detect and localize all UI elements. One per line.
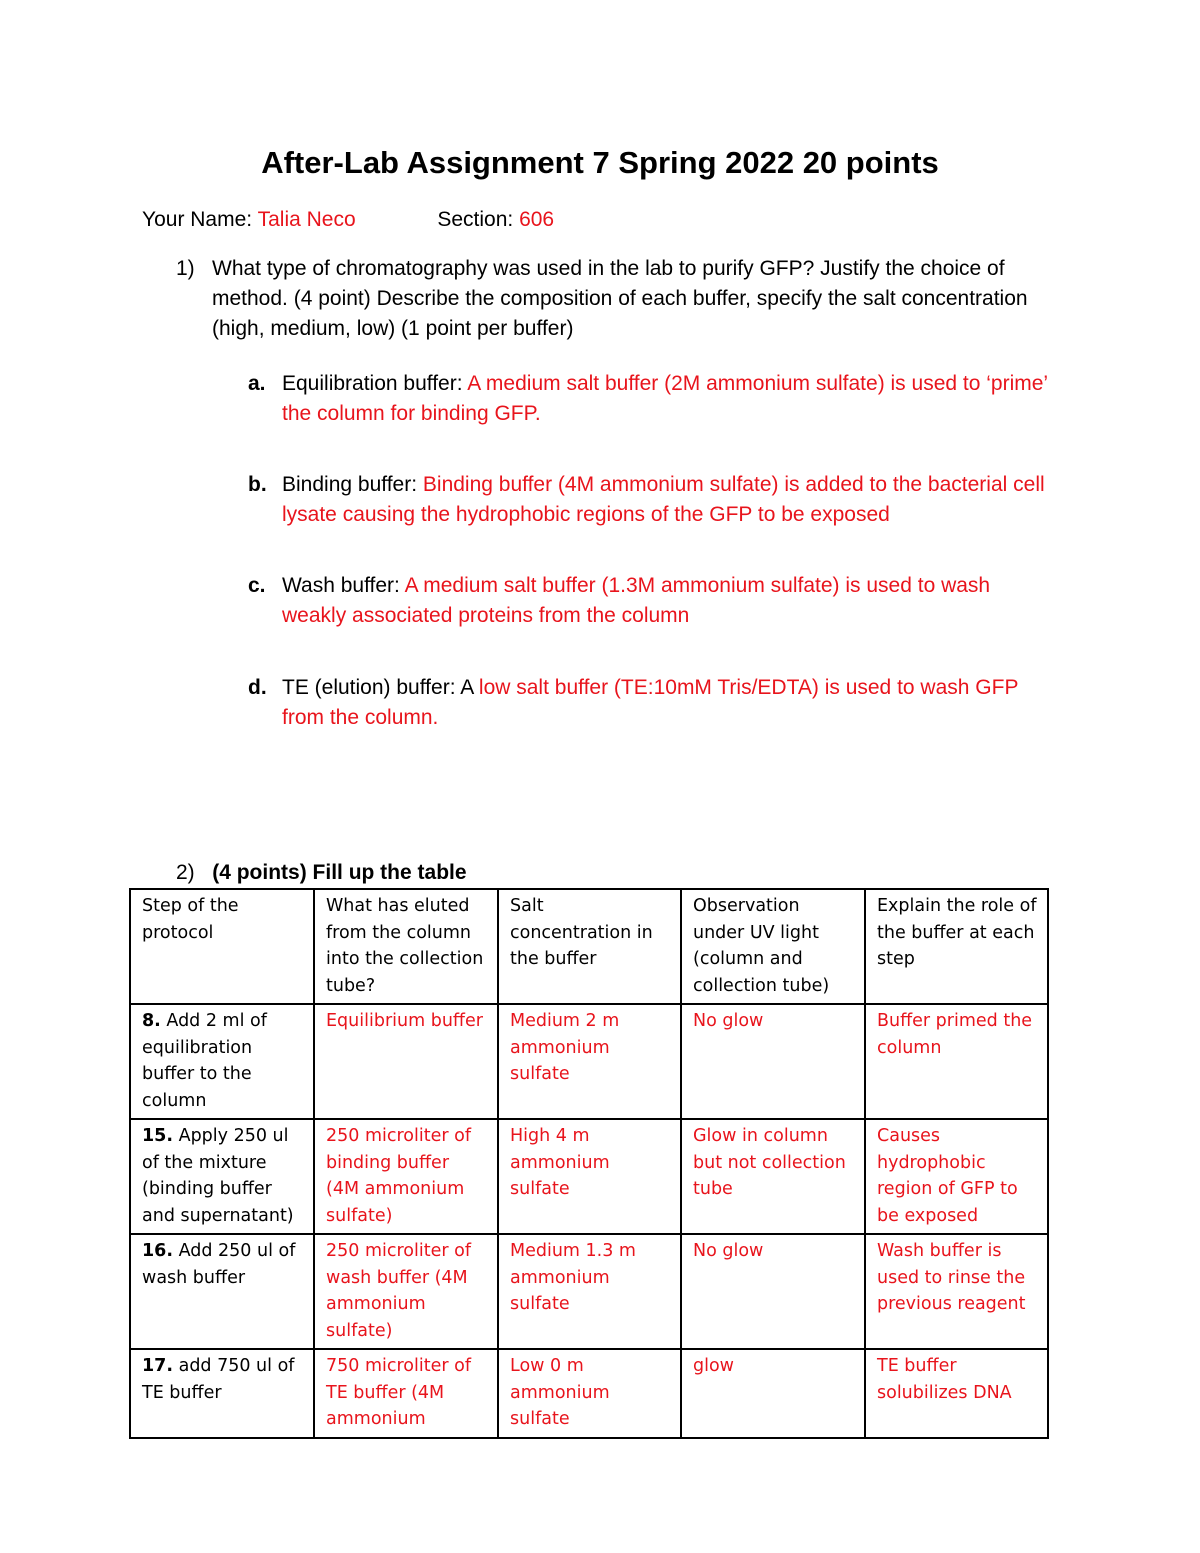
page-title: After-Lab Assignment 7 Spring 2022 20 points — [261, 145, 939, 180]
table-header-row — [130, 889, 1048, 1004]
question-1-number: 1) — [176, 257, 195, 280]
item-label: Equilibration buffer: — [282, 372, 463, 395]
item-letter: d. — [248, 676, 267, 699]
eluted-cell: 250 microliter of binding buffer (4M ammonium sulfate) — [314, 1119, 498, 1234]
eluted-cell: Equilibrium buffer — [314, 1004, 498, 1119]
eluted-cell: 250 microliter of wash buffer (4M ammonium sulfate) — [314, 1234, 498, 1349]
role-cell: Causes hydrophobic region of GFP to be exposed — [865, 1119, 1048, 1234]
header-role: Explain the role of the buffer at each step — [865, 889, 1048, 1004]
step-cell — [130, 1119, 314, 1234]
step-cell — [130, 1349, 314, 1438]
question-1-text: What type of chromatography was used in the lab to purify GFP? Justify the choice of method. (4 point) Describe the composition of each buffer, specify the salt concentration (high, medium, low) (1 point per buffer) — [212, 257, 1028, 340]
item-label: Binding buffer: — [282, 473, 418, 496]
header-salt: Salt concentration in the buffer — [498, 889, 681, 1004]
step-text: Add 250 ul of wash buffer — [142, 1241, 296, 1288]
protocol-table — [129, 888, 1049, 1439]
answer-item-d — [248, 673, 1048, 733]
student-info-line — [142, 208, 554, 232]
table-row — [130, 1119, 1048, 1234]
item-letter: b. — [248, 473, 267, 496]
step-cell — [130, 1234, 314, 1349]
salt-cell: Medium 1.3 m ammonium sulfate — [498, 1234, 681, 1349]
question-2-text: (4 points) Fill up the table — [212, 861, 467, 884]
question-2-number: 2) — [176, 861, 195, 884]
item-answer: low salt buffer (TE:10mM Tris/EDTA) is used to wash GFP from the column. — [282, 676, 1019, 729]
question-1 — [176, 254, 1076, 344]
role-cell: TE buffer solubilizes DNA — [865, 1349, 1048, 1438]
header-eluted: What has eluted from the column into the collection tube? — [314, 889, 498, 1004]
item-answer: Binding buffer (4M ammonium sulfate) is added to the bacterial cell lysate causing the hydrophobic regions of the GFP to be exposed — [282, 473, 1045, 526]
item-label: Wash buffer: — [282, 574, 400, 597]
question-2 — [176, 861, 467, 885]
header-observation: Observation under UV light (column and collection tube) — [681, 889, 865, 1004]
table-row — [130, 1349, 1048, 1438]
item-letter: c. — [248, 574, 266, 597]
step-number: 15. — [142, 1126, 174, 1146]
step-text: add 750 ul of TE buffer — [142, 1356, 295, 1403]
item-label: TE (elution) buffer: A — [282, 676, 474, 699]
answer-item-a — [248, 369, 1048, 429]
observation-cell: glow — [681, 1349, 865, 1438]
role-cell: Wash buffer is used to rinse the previous reagent — [865, 1234, 1048, 1349]
role-cell: Buffer primed the column — [865, 1004, 1048, 1119]
salt-cell: Low 0 m ammonium sulfate — [498, 1349, 681, 1438]
salt-cell: Medium 2 m ammonium sulfate — [498, 1004, 681, 1119]
step-number: 16. — [142, 1241, 174, 1261]
observation-cell: No glow — [681, 1004, 865, 1119]
step-text: Apply 250 ul of the mixture (binding buffer and supernatant) — [142, 1126, 294, 1226]
salt-cell: High 4 m ammonium sulfate — [498, 1119, 681, 1234]
step-number: 8. — [142, 1011, 161, 1031]
step-text: Add 2 ml of equilibration buffer to the column — [142, 1011, 267, 1111]
section-label: Section: — [437, 208, 514, 231]
answer-item-c — [248, 571, 1048, 631]
answer-item-b — [248, 470, 1048, 530]
step-number: 17. — [142, 1356, 174, 1376]
section-number: 606 — [519, 208, 555, 231]
header-step: Step of the protocol — [130, 889, 314, 1004]
item-answer: A medium salt buffer (2M ammonium sulfate) is used to ‘prime’ the column for binding GFP. — [282, 372, 1048, 425]
name-label: Your Name: — [142, 208, 253, 231]
eluted-cell: 750 microliter of TE buffer (4M ammonium — [314, 1349, 498, 1438]
observation-cell: No glow — [681, 1234, 865, 1349]
step-cell — [130, 1004, 314, 1119]
table-row — [130, 1234, 1048, 1349]
observation-cell: Glow in column but not collection tube — [681, 1119, 865, 1234]
student-name: Talia Neco — [257, 208, 356, 231]
table-row — [130, 1004, 1048, 1119]
item-letter: a. — [248, 372, 266, 395]
item-answer: A medium salt buffer (1.3M ammonium sulfate) is used to wash weakly associated proteins from the column — [282, 574, 991, 627]
